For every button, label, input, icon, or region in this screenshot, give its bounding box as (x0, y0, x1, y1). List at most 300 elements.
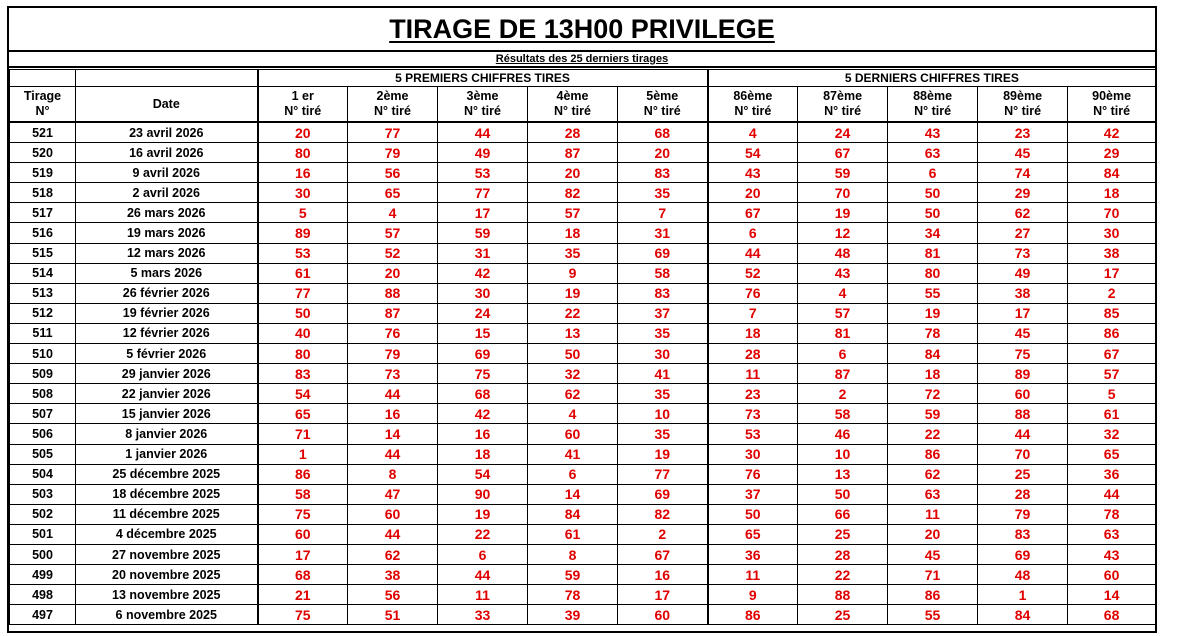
drawn-number-cell: 50 (888, 183, 978, 203)
table-row (10, 323, 1156, 343)
drawn-number-cell: 42 (438, 404, 528, 424)
drawn-number-cell: 80 (888, 263, 978, 283)
drawn-number-cell: 6 (798, 344, 888, 364)
tirage-number-cell: 499 (10, 565, 76, 585)
blank-cell (76, 70, 258, 87)
drawn-number-cell: 30 (708, 444, 798, 464)
drawn-number-cell: 44 (1068, 484, 1156, 504)
date-cell: 22 janvier 2026 (76, 384, 258, 404)
date-cell: 11 décembre 2025 (76, 504, 258, 524)
drawn-number-cell: 79 (348, 344, 438, 364)
drawn-number-cell: 61 (1068, 404, 1156, 424)
drawn-number-cell: 5 (258, 203, 348, 223)
drawn-number-cell: 61 (258, 263, 348, 283)
drawn-number-cell: 86 (1068, 323, 1156, 343)
drawn-number-cell: 41 (528, 444, 618, 464)
drawn-number-cell: 70 (798, 183, 888, 203)
header-col-86 (708, 87, 798, 123)
drawn-number-cell: 50 (798, 484, 888, 504)
table-row (10, 303, 1156, 323)
drawn-number-cell: 11 (708, 364, 798, 384)
drawn-number-cell: 44 (348, 384, 438, 404)
drawn-number-cell: 69 (618, 243, 708, 263)
drawn-number-cell: 72 (888, 384, 978, 404)
drawn-number-cell: 63 (1068, 524, 1156, 544)
drawn-number-cell: 30 (1068, 223, 1156, 243)
drawn-number-cell: 47 (348, 484, 438, 504)
drawn-number-cell: 44 (438, 122, 528, 143)
drawn-number-cell: 68 (258, 565, 348, 585)
drawn-number-cell: 6 (528, 464, 618, 484)
drawn-number-cell: 59 (888, 404, 978, 424)
drawn-number-cell: 23 (978, 122, 1068, 143)
date-cell: 26 février 2026 (76, 283, 258, 303)
header-date: Date (76, 87, 258, 123)
drawn-number-cell: 73 (348, 364, 438, 384)
drawn-number-cell: 4 (348, 203, 438, 223)
table-row (10, 524, 1156, 544)
drawn-number-cell: 37 (618, 303, 708, 323)
drawn-number-cell: 17 (258, 544, 348, 564)
drawn-number-cell: 43 (888, 122, 978, 143)
drawn-number-cell: 22 (438, 524, 528, 544)
date-cell: 8 janvier 2026 (76, 424, 258, 444)
drawn-number-cell: 4 (708, 122, 798, 143)
drawn-number-cell: 12 (798, 223, 888, 243)
date-cell: 16 avril 2026 (76, 143, 258, 163)
tirage-number-cell: 501 (10, 524, 76, 544)
drawn-number-cell: 17 (618, 585, 708, 605)
tirage-number-cell: 498 (10, 585, 76, 605)
drawn-number-cell: 59 (438, 223, 528, 243)
page-subtitle: Résultats des 25 derniers tirages (9, 53, 1155, 68)
drawn-number-cell: 14 (528, 484, 618, 504)
drawn-number-cell: 28 (798, 544, 888, 564)
tirage-number-cell: 503 (10, 484, 76, 504)
drawn-number-cell: 43 (798, 263, 888, 283)
drawn-number-cell: 42 (438, 263, 528, 283)
date-cell: 29 janvier 2026 (76, 364, 258, 384)
tirage-number-cell: 519 (10, 163, 76, 183)
drawn-number-cell: 54 (708, 143, 798, 163)
drawn-number-cell: 30 (438, 283, 528, 303)
table-row (10, 565, 1156, 585)
drawn-number-cell: 25 (798, 605, 888, 625)
date-cell: 26 mars 2026 (76, 203, 258, 223)
drawn-number-cell: 69 (618, 484, 708, 504)
drawn-number-cell: 20 (618, 143, 708, 163)
drawn-number-cell: 43 (708, 163, 798, 183)
table-row (10, 605, 1156, 625)
table-row (10, 203, 1156, 223)
drawn-number-cell: 17 (1068, 263, 1156, 283)
drawn-number-cell: 69 (438, 344, 528, 364)
drawn-number-cell: 55 (888, 605, 978, 625)
drawn-number-cell: 40 (258, 323, 348, 343)
drawn-number-cell: 38 (348, 565, 438, 585)
drawn-number-cell: 77 (618, 464, 708, 484)
drawn-number-cell: 16 (618, 565, 708, 585)
drawn-number-cell: 65 (1068, 444, 1156, 464)
drawn-number-cell: 18 (888, 364, 978, 384)
drawn-number-cell: 19 (888, 303, 978, 323)
table-row (10, 484, 1156, 504)
tirage-number-cell: 512 (10, 303, 76, 323)
drawn-number-cell: 74 (978, 163, 1068, 183)
drawn-number-cell: 62 (528, 384, 618, 404)
drawn-number-cell: 27 (978, 223, 1068, 243)
date-cell: 23 avril 2026 (76, 122, 258, 143)
header-col-label: 90ème (1092, 89, 1132, 103)
drawn-number-cell: 88 (348, 283, 438, 303)
drawn-number-cell: 44 (978, 424, 1068, 444)
drawn-number-cell: 8 (528, 544, 618, 564)
drawn-number-cell: 58 (798, 404, 888, 424)
drawn-number-cell: 81 (888, 243, 978, 263)
drawn-number-cell: 51 (348, 605, 438, 625)
drawn-number-cell: 31 (438, 243, 528, 263)
page-title: TIRAGE DE 13H00 PRIVILEGE (9, 8, 1155, 52)
drawn-number-cell: 35 (618, 183, 708, 203)
drawn-number-cell: 57 (1068, 364, 1156, 384)
drawn-number-cell: 20 (528, 163, 618, 183)
table-row (10, 344, 1156, 364)
drawn-number-cell: 11 (888, 504, 978, 524)
drawn-number-cell: 59 (528, 565, 618, 585)
drawn-number-cell: 21 (258, 585, 348, 605)
header-col-2 (348, 87, 438, 123)
drawn-number-cell: 50 (528, 344, 618, 364)
table-row (10, 424, 1156, 444)
tirage-number-cell: 500 (10, 544, 76, 564)
drawn-number-cell: 10 (618, 404, 708, 424)
drawn-number-cell: 35 (618, 384, 708, 404)
drawn-number-cell: 1 (978, 585, 1068, 605)
tirage-number-cell: 515 (10, 243, 76, 263)
table-row (10, 223, 1156, 243)
tirage-number-cell: 507 (10, 404, 76, 424)
drawn-number-cell: 82 (528, 183, 618, 203)
header-col-sub: N° tiré (1093, 104, 1131, 118)
drawn-number-cell: 89 (258, 223, 348, 243)
drawn-number-cell: 36 (708, 544, 798, 564)
drawn-number-cell: 41 (618, 364, 708, 384)
drawn-number-cell: 62 (978, 203, 1068, 223)
drawn-number-cell: 50 (888, 203, 978, 223)
drawn-number-cell: 57 (348, 223, 438, 243)
drawn-number-cell: 18 (528, 223, 618, 243)
header-tirage-line1: Tirage (23, 89, 62, 103)
date-cell: 25 décembre 2025 (76, 464, 258, 484)
drawn-number-cell: 75 (978, 344, 1068, 364)
header-col-sub: N° tiré (374, 104, 411, 118)
drawn-number-cell: 80 (258, 344, 348, 364)
date-cell: 12 février 2026 (76, 323, 258, 343)
header-col-label: 1 er (291, 89, 314, 103)
drawn-number-cell: 38 (978, 283, 1068, 303)
drawn-number-cell: 52 (348, 243, 438, 263)
table-row (10, 143, 1156, 163)
drawn-number-cell: 75 (438, 364, 528, 384)
drawn-number-cell: 86 (708, 605, 798, 625)
drawn-number-cell: 19 (798, 203, 888, 223)
drawn-number-cell: 85 (1068, 303, 1156, 323)
drawn-number-cell: 84 (528, 504, 618, 524)
drawn-number-cell: 60 (258, 524, 348, 544)
drawn-number-cell: 55 (888, 283, 978, 303)
header-col-label: 87ème (823, 89, 863, 103)
date-cell: 5 février 2026 (76, 344, 258, 364)
drawn-number-cell: 22 (798, 565, 888, 585)
drawn-number-cell: 80 (258, 143, 348, 163)
header-col-3 (438, 87, 528, 123)
drawn-number-cell: 77 (348, 122, 438, 143)
drawn-number-cell: 35 (618, 323, 708, 343)
drawn-number-cell: 14 (348, 424, 438, 444)
tirage-number-cell: 497 (10, 605, 76, 625)
drawn-number-cell: 48 (978, 565, 1068, 585)
drawn-number-cell: 88 (978, 404, 1068, 424)
drawn-number-cell: 70 (978, 444, 1068, 464)
drawn-number-cell: 2 (618, 524, 708, 544)
drawn-number-cell: 82 (618, 504, 708, 524)
drawn-number-cell: 58 (258, 484, 348, 504)
drawn-number-cell: 52 (708, 263, 798, 283)
header-col-label: 3ème (466, 89, 499, 103)
drawn-number-cell: 81 (798, 323, 888, 343)
results-sheet (7, 6, 1157, 633)
drawn-number-cell: 32 (528, 364, 618, 384)
drawn-number-cell: 2 (1068, 283, 1156, 303)
group-header-first: 5 PREMIERS CHIFFRES TIRES (258, 70, 708, 87)
table-row (10, 444, 1156, 464)
drawn-number-cell: 28 (978, 484, 1068, 504)
group-header-last: 5 DERNIERS CHIFFRES TIRES (708, 70, 1156, 87)
date-cell: 12 mars 2026 (76, 243, 258, 263)
drawn-number-cell: 32 (1068, 424, 1156, 444)
tirage-number-cell: 513 (10, 283, 76, 303)
results-table (9, 69, 1156, 625)
drawn-number-cell: 25 (798, 524, 888, 544)
drawn-number-cell: 53 (258, 243, 348, 263)
drawn-number-cell: 18 (438, 444, 528, 464)
table-row (10, 364, 1156, 384)
drawn-number-cell: 2 (798, 384, 888, 404)
drawn-number-cell: 7 (708, 303, 798, 323)
drawn-number-cell: 1 (258, 444, 348, 464)
drawn-number-cell: 89 (978, 364, 1068, 384)
header-col-label: 2ème (376, 89, 409, 103)
table-row (10, 163, 1156, 183)
drawn-number-cell: 30 (258, 183, 348, 203)
drawn-number-cell: 76 (348, 323, 438, 343)
drawn-number-cell: 22 (888, 424, 978, 444)
drawn-number-cell: 67 (1068, 344, 1156, 364)
drawn-number-cell: 44 (438, 565, 528, 585)
header-col-sub: N° tiré (914, 104, 952, 118)
drawn-number-cell: 10 (798, 444, 888, 464)
drawn-number-cell: 77 (438, 183, 528, 203)
drawn-number-cell: 28 (708, 344, 798, 364)
drawn-number-cell: 4 (528, 404, 618, 424)
drawn-number-cell: 83 (618, 283, 708, 303)
drawn-number-cell: 90 (438, 484, 528, 504)
drawn-number-cell: 69 (978, 544, 1068, 564)
drawn-number-cell: 86 (888, 444, 978, 464)
table-row (10, 544, 1156, 564)
column-header-row (10, 87, 1156, 123)
drawn-number-cell: 68 (618, 122, 708, 143)
drawn-number-cell: 87 (528, 143, 618, 163)
date-cell: 27 novembre 2025 (76, 544, 258, 564)
tirage-number-cell: 506 (10, 424, 76, 444)
date-cell: 2 avril 2026 (76, 183, 258, 203)
header-col-sub: N° tiré (734, 104, 772, 118)
date-cell: 6 novembre 2025 (76, 605, 258, 625)
table-row (10, 283, 1156, 303)
table-row (10, 404, 1156, 424)
drawn-number-cell: 56 (348, 163, 438, 183)
drawn-number-cell: 84 (1068, 163, 1156, 183)
header-col-87 (798, 87, 888, 123)
drawn-number-cell: 30 (618, 344, 708, 364)
drawn-number-cell: 16 (438, 424, 528, 444)
drawn-number-cell: 4 (798, 283, 888, 303)
drawn-number-cell: 44 (348, 524, 438, 544)
drawn-number-cell: 29 (1068, 143, 1156, 163)
drawn-number-cell: 9 (708, 585, 798, 605)
tirage-number-cell: 505 (10, 444, 76, 464)
drawn-number-cell: 71 (888, 565, 978, 585)
drawn-number-cell: 22 (528, 303, 618, 323)
drawn-number-cell: 31 (618, 223, 708, 243)
drawn-number-cell: 48 (798, 243, 888, 263)
group-header-row (10, 70, 1156, 87)
drawn-number-cell: 60 (978, 384, 1068, 404)
table-row (10, 243, 1156, 263)
table-row (10, 263, 1156, 283)
table-row (10, 464, 1156, 484)
drawn-number-cell: 61 (528, 524, 618, 544)
drawn-number-cell: 79 (978, 504, 1068, 524)
drawn-number-cell: 84 (888, 344, 978, 364)
drawn-number-cell: 73 (708, 404, 798, 424)
drawn-number-cell: 18 (708, 323, 798, 343)
drawn-number-cell: 87 (348, 303, 438, 323)
drawn-number-cell: 24 (438, 303, 528, 323)
drawn-number-cell: 63 (888, 143, 978, 163)
drawn-number-cell: 46 (798, 424, 888, 444)
tirage-number-cell: 520 (10, 143, 76, 163)
date-cell: 15 janvier 2026 (76, 404, 258, 424)
drawn-number-cell: 66 (798, 504, 888, 524)
drawn-number-cell: 68 (1068, 605, 1156, 625)
drawn-number-cell: 38 (1068, 243, 1156, 263)
table-row (10, 183, 1156, 203)
drawn-number-cell: 9 (528, 263, 618, 283)
header-col-1 (258, 87, 348, 123)
drawn-number-cell: 16 (258, 163, 348, 183)
drawn-number-cell: 79 (348, 143, 438, 163)
date-cell: 4 décembre 2025 (76, 524, 258, 544)
date-cell: 20 novembre 2025 (76, 565, 258, 585)
drawn-number-cell: 44 (348, 444, 438, 464)
drawn-number-cell: 59 (798, 163, 888, 183)
drawn-number-cell: 16 (348, 404, 438, 424)
header-col-sub: N° tiré (554, 104, 591, 118)
header-col-sub: N° tiré (464, 104, 501, 118)
drawn-number-cell: 14 (1068, 585, 1156, 605)
drawn-number-cell: 5 (1068, 384, 1156, 404)
drawn-number-cell: 67 (618, 544, 708, 564)
drawn-number-cell: 29 (978, 183, 1068, 203)
header-col-5 (618, 87, 708, 123)
drawn-number-cell: 20 (708, 183, 798, 203)
drawn-number-cell: 62 (348, 544, 438, 564)
drawn-number-cell: 45 (888, 544, 978, 564)
drawn-number-cell: 88 (798, 585, 888, 605)
drawn-number-cell: 78 (1068, 504, 1156, 524)
drawn-number-cell: 57 (798, 303, 888, 323)
header-col-4 (528, 87, 618, 123)
drawn-number-cell: 36 (1068, 464, 1156, 484)
drawn-number-cell: 65 (348, 183, 438, 203)
drawn-number-cell: 20 (888, 524, 978, 544)
drawn-number-cell: 11 (438, 585, 528, 605)
tirage-number-cell: 510 (10, 344, 76, 364)
drawn-number-cell: 50 (708, 504, 798, 524)
tirage-number-cell: 517 (10, 203, 76, 223)
header-col-sub: N° tiré (643, 104, 681, 118)
drawn-number-cell: 60 (1068, 565, 1156, 585)
drawn-number-cell: 87 (798, 364, 888, 384)
header-tirage (10, 87, 76, 123)
drawn-number-cell: 77 (258, 283, 348, 303)
header-col-89 (978, 87, 1068, 123)
blank-cell (10, 70, 76, 87)
drawn-number-cell: 67 (708, 203, 798, 223)
drawn-number-cell: 25 (978, 464, 1068, 484)
drawn-number-cell: 28 (528, 122, 618, 143)
drawn-number-cell: 60 (528, 424, 618, 444)
drawn-number-cell: 35 (528, 243, 618, 263)
drawn-number-cell: 60 (618, 605, 708, 625)
drawn-number-cell: 44 (708, 243, 798, 263)
drawn-number-cell: 54 (438, 464, 528, 484)
drawn-number-cell: 75 (258, 504, 348, 524)
date-cell: 13 novembre 2025 (76, 585, 258, 605)
date-cell: 1 janvier 2026 (76, 444, 258, 464)
drawn-number-cell: 18 (1068, 183, 1156, 203)
drawn-number-cell: 33 (438, 605, 528, 625)
drawn-number-cell: 84 (978, 605, 1068, 625)
drawn-number-cell: 6 (438, 544, 528, 564)
tirage-number-cell: 502 (10, 504, 76, 524)
drawn-number-cell: 83 (618, 163, 708, 183)
date-cell: 18 décembre 2025 (76, 484, 258, 504)
header-col-label: 4ème (556, 89, 589, 103)
drawn-number-cell: 78 (528, 585, 618, 605)
drawn-number-cell: 45 (978, 323, 1068, 343)
drawn-number-cell: 78 (888, 323, 978, 343)
header-col-sub: N° tiré (284, 104, 322, 118)
drawn-number-cell: 67 (798, 143, 888, 163)
tirage-number-cell: 511 (10, 323, 76, 343)
tirage-number-cell: 516 (10, 223, 76, 243)
drawn-number-cell: 35 (618, 424, 708, 444)
date-cell: 5 mars 2026 (76, 263, 258, 283)
drawn-number-cell: 24 (798, 122, 888, 143)
